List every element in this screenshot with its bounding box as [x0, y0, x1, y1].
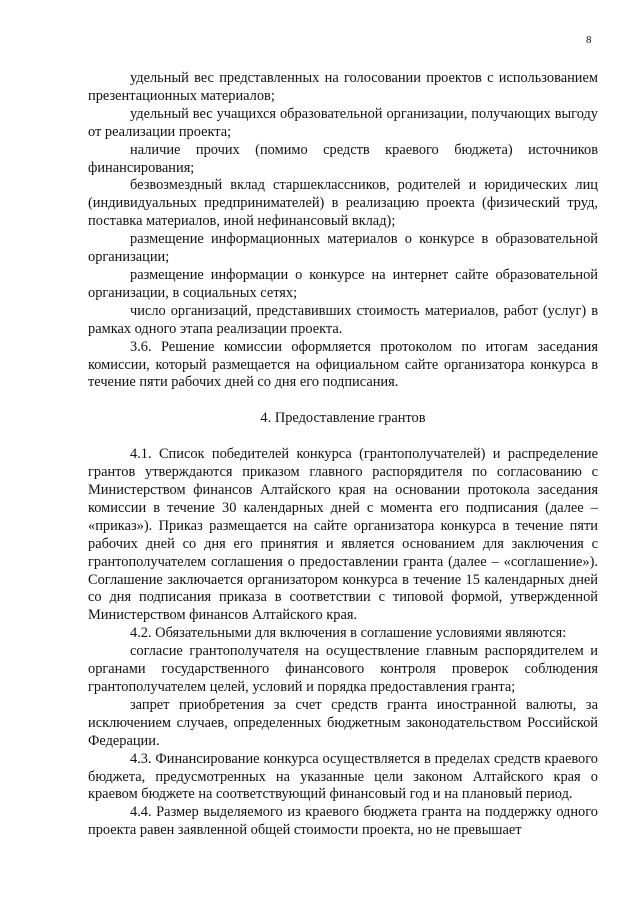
criterion-organizations-count: число организаций, представивших стоимость материалов, работ (услуг) в рамках одного этапа реализации проекта.	[88, 302, 598, 337]
clause-3-6: 3.6. Решение комиссии оформляется протоколом по итогам заседания комиссии, который размещается на официальном сайте организатора конкурса в течение пяти рабочих дней со дня его подписания.	[88, 338, 598, 391]
clause-4-2: 4.2. Обязательными для включения в соглашение условиями являются:	[130, 625, 567, 642]
criterion-other-funding: наличие прочих (помимо средств краевого бюджета) источников финансирования;	[88, 141, 598, 176]
criterion-presentation-share: удельный вес представленных на голосовании проектов с использованием презентационных материалов;	[88, 70, 598, 104]
document-body	[88, 70, 598, 840]
criterion-free-contribution: безвозмездный вклад старшеклассников, родителей и юридических лиц (индивидуальных предпринимателей) в реализацию проекта (физический труд, поставка материалов, иной нефинансовый вклад);	[88, 177, 598, 230]
clause-4-1: 4.1. Список победителей конкурса (грантополучателей) и распределение грантов утверждаются приказом главного распорядителя по согласованию с Министерством финансов Алтайского края на основании протокола заседания комиссии в течение 30 календарных дней с момента его подписания (далее – «приказ»). Приказ размещается на сайте организатора конкурса в течение пяти рабочих дней со дня его принятия и является основанием для заключения с грантополучателем соглашения о предоставлении гранта (далее – «соглашение»). Соглашение заключается организатором конкурса в течение 15 календарных дней со дня подписания приказа в соответствии с типовой формой, утвержденной Министерством финансов Алтайского края.	[88, 446, 598, 624]
clause-4-3: 4.3. Финансирование конкурса осуществляется в пределах средств краевого бюджета, предусмотренных на указанные цели законом Алтайского края о краевом бюджете на соответствующий финансовый год и на плановый период.	[88, 750, 598, 803]
criterion-info-materials: размещение информационных материалов о конкурсе в образовательной организации;	[88, 231, 598, 266]
section-heading: 4. Предоставление грантов	[260, 410, 426, 427]
page-number: 8	[586, 34, 592, 46]
condition-currency-ban: запрет приобретения за счет средств гранта иностранной валюты, за исключением случаев, определенных бюджетным законодательством Российской Федерации.	[88, 696, 598, 749]
criterion-internet-info: размещение информации о конкурсе на интернет сайте образовательной организации, в социальных сетях;	[88, 266, 598, 301]
criterion-student-benefit: удельный вес учащихся образовательной организации, получающих выгоду от реализации проекта;	[88, 105, 598, 140]
clause-4-4: 4.4. Размер выделяемого из краевого бюджета гранта на поддержку одного проекта равен заявленной общей стоимости проекта, но не превышает	[88, 804, 598, 839]
condition-control-consent: согласие грантополучателя на осуществление главным распорядителем и органами государственного финансового контроля проверок соблюдения грантополучателем целей, условий и порядка предоставления гранта;	[88, 643, 598, 695]
